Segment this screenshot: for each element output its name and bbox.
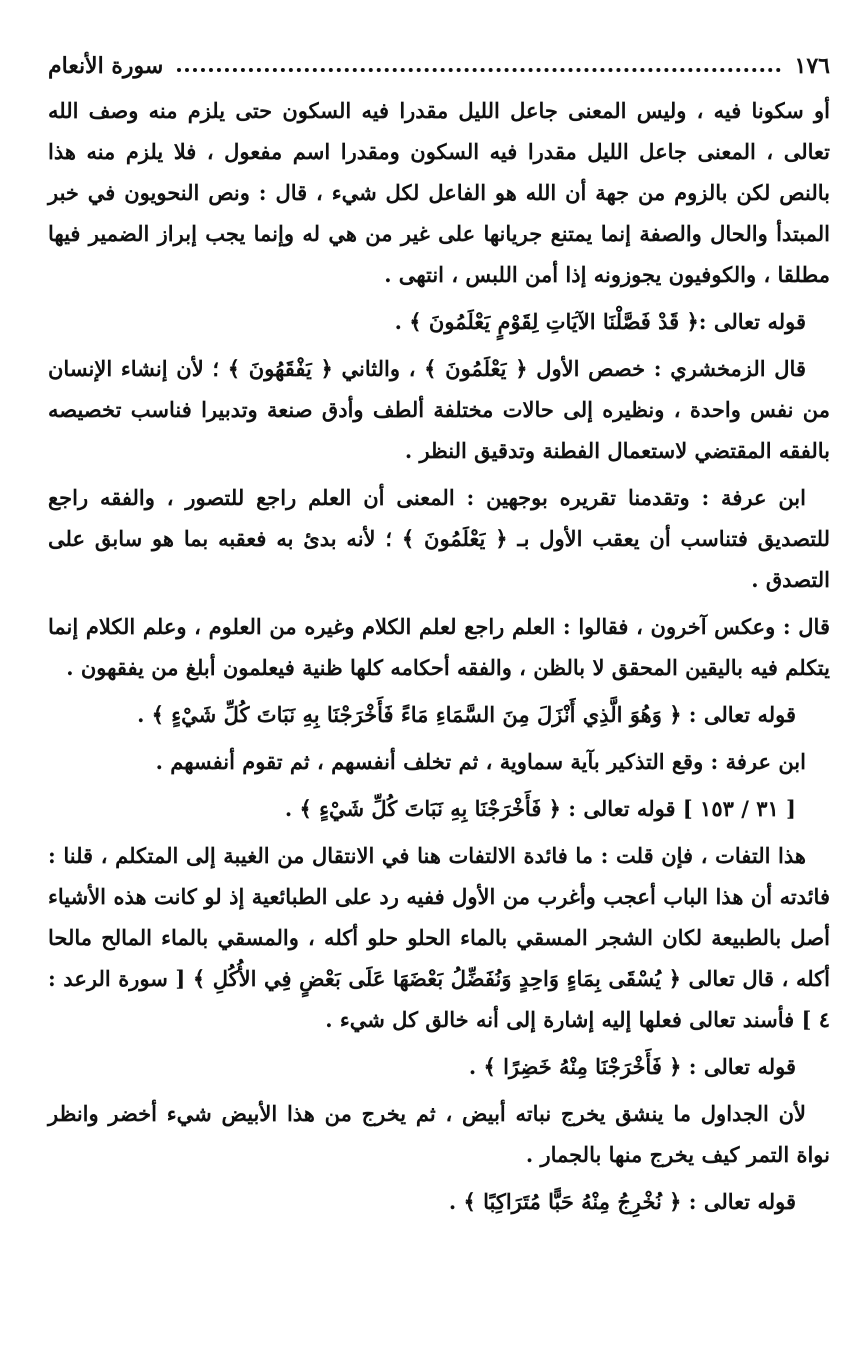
verse-heading: قوله تعالى :﴿ قَدْ فَصَّلْنَا الآيَاتِ لِقَوْمٍ يَعْلَمُونَ ﴾ .	[394, 309, 806, 334]
paragraph: ابن عرفة : وقع التذكير بآية سماوية ، ثم تخلف أنفسهم ، ثم تقوم أنفسهم .	[155, 749, 806, 774]
page-body	[48, 90, 830, 1222]
paragraph: قال الزمخشري : خصص الأول ﴿ يَعْلَمُونَ ﴾ ، والثاني ﴿ يَفْقَهُونَ ﴾ ؛ لأن إنشاء الإنسان من نفس واحدة ، ونظيره إلى حالات مختلفة ألطف وأدق صنعة وتدبيرا فناسب تخصيصه بالفقه المقتضي لاستعمال الفطنة وتدقيق النظر .	[48, 356, 830, 463]
paragraph: ابن عرفة : وتقدمنا تقريره بوجهين : المعنى أن العلم راجع للتصور ، والفقه راجع للتصديق فتناسب أن يعقب الأول بـ ﴿ يَعْلَمُونَ ﴾ ؛ لأنه بدئ به فعقبه بما هو سابق على التصدق .	[48, 485, 830, 592]
surah-title: سورة الأنعام	[48, 53, 164, 79]
verse-heading: قوله تعالى : ﴿ نُخْرِجُ مِنْهُ حَبًّا مُتَرَاكِبًا ﴾ .	[448, 1189, 796, 1214]
paragraph: لأن الجداول ما ينشق يخرج نباته أبيض ، ثم يخرج من هذا الأبيض شيء أخضر وانظر نواة التمر كيف يخرج منها بالجمار .	[48, 1101, 830, 1167]
verse-heading: قوله تعالى : ﴿ فَأَخْرَجْنَا مِنْهُ خَضِرًا ﴾ .	[468, 1054, 796, 1079]
header-dotted-leader	[177, 68, 780, 72]
paragraph: أو سكونا فيه ، وليس المعنى جاعل الليل مقدرا فيه السكون حتى يلزم منه وصف الله تعالى ، المعنى جاعل الليل مقدرا فيه السكون ومقدرا اسم مفعول ، فلا يلزم منه هذا بالنص لكن بالزوم من جهة أن الله هو الفاعل لكل شيء ، قال : ونص النحويون في خبر المبتدأ والحال والصفة إنما يمتنع جريانها على غير من هي له وإنما يجب إبراز الضمير فيها مطلقا ، والكوفيون يجوزونه إذا أمن اللبس ، انتهى .	[48, 98, 830, 287]
verse-heading: قوله تعالى : ﴿ وَهُوَ الَّذِي أَنْزَلَ مِنَ السَّمَاءِ مَاءً فَأَخْرَجْنَا بِهِ نَبَاتَ كُلِّ شَيْءٍ ﴾ .	[137, 702, 796, 727]
verse-heading: [ ٣١ / ١٥٣ ] قوله تعالى : ﴿ فَأَخْرَجْنَا بِهِ نَبَاتَ كُلِّ شَيْءٍ ﴾ .	[284, 796, 796, 821]
paragraph: هذا التفات ، فإن قلت : ما فائدة الالتفات هنا في الانتقال من الغيبة إلى المتكلم ، قلنا : فائدته أن هذا الباب أعجب وأغرب من الأول ففيه رد على الطبائعية إذ لو كانت هذه الأشياء أصل بالطبيعة لكان الشجر المسقي بالماء الحلو حلو أكله ، والمسقي بالماء المالح مالحا أكله ، قال تعالى ﴿ يُسْقَى بِمَاءٍ وَاحِدٍ وَنُفَضِّلُ بَعْضَهَا عَلَى بَعْضٍ فِي الأُكُلِ ﴾ [ سورة الرعد : ٤ ] فأسند تعالى فعلها إليه إشارة إلى أنه خالق كل شيء .	[48, 843, 830, 1032]
page-header	[48, 46, 830, 86]
page-number: ١٧٦	[794, 53, 830, 79]
paragraph: قال : وعكس آخرون ، فقالوا : العلم راجع لعلم الكلام وغيره من العلوم ، وعلم الكلام إنما يتكلم فيه باليقين المحقق لا بالظن ، والفقه أحكامه كلها ظنية فيعلمون أبلغ من يفقهون .	[48, 614, 830, 680]
